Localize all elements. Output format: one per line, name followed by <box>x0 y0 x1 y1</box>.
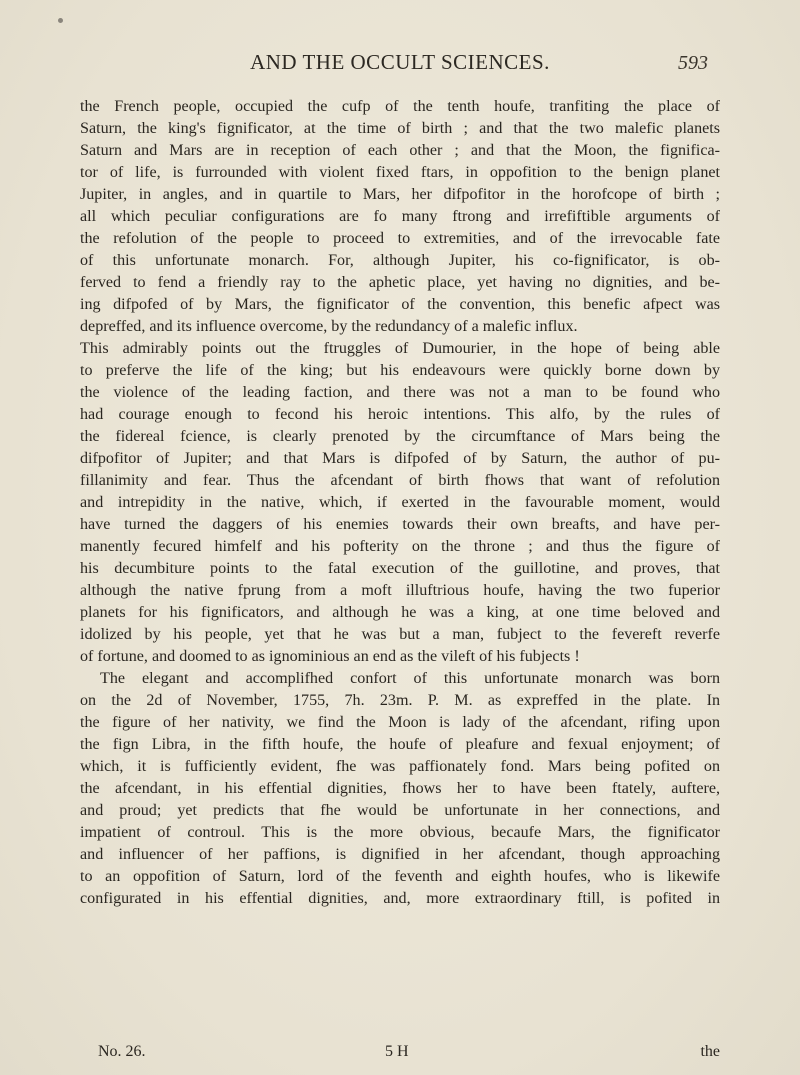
text-line: The elegant and accomplifhed confort of this unfortunate monarch was born <box>100 670 720 687</box>
text-line: the fidereal fcience, is clearly prenoted by the circumftance of Mars being the <box>80 428 720 445</box>
text-line: the figure of her nativity, we find the Moon is lady of the afcendant, rifing upon <box>80 714 720 731</box>
text-line: ferved to fend a friendly ray to the aphetic place, yet having no dignities, and be- <box>80 274 720 291</box>
text-line: and intrepidity in the native, which, if exerted in the favourable moment, would <box>80 494 720 511</box>
page-footer <box>80 1043 720 1065</box>
text-line: the afcendant, in his effential dignities, fhows her to have been ftately, auftere, <box>80 780 720 797</box>
running-head <box>0 50 800 80</box>
text-line: manently fecured himfelf and his pofterity on the throne ; and thus the figure of <box>80 538 720 555</box>
text-line: to an oppofition of Saturn, lord of the feventh and eighth houfes, who is likewife <box>80 868 720 885</box>
text-line: have turned the daggers of his enemies towards their own breafts, and have per- <box>80 516 720 533</box>
text-line: and proud; yet predicts that fhe would be unfortunate in her connections, and <box>80 802 720 819</box>
text-line: although the native fprung from a moft illuftrious houfe, having the two fuperior <box>80 582 720 599</box>
text-line: This admirably points out the ftruggles of Dumourier, in the hope of being able <box>80 340 720 357</box>
text-line: configurated in his effential dignities, and, more extraordinary ftill, is pofited in <box>80 890 720 907</box>
text-line: all which peculiar configurations are fo many ftrong and irrefiftible arguments of <box>80 208 720 225</box>
issue-number: No. 26. <box>98 1043 146 1060</box>
running-title: AND THE OCCULT SCIENCES. <box>250 50 550 74</box>
text-line: Saturn, the king's fignificator, at the time of birth ; and that the two malefic planets <box>80 120 720 137</box>
text-line: fillanimity and fear. Thus the afcendant of birth fhows that want of refolution <box>80 472 720 489</box>
text-line: impatient of controul. This is the more obvious, becaufe Mars, the fignificator <box>80 824 720 841</box>
text-line: on the 2d of November, 1755, 7h. 23m. P. M. as expreffed in the plate. In <box>80 692 720 709</box>
body-text <box>80 96 720 910</box>
text-line: the violence of the leading faction, and there was not a man to be found who <box>80 384 720 401</box>
text-line: of fortune, and doomed to as ignominious an end as the vileft of his fubjects ! <box>80 648 580 665</box>
text-line: Jupiter, in angles, and in quartile to Mars, her difpofitor in the horofcope of birth ; <box>80 186 720 203</box>
signature-mark: 5 H <box>385 1043 409 1060</box>
text-line: of this unfortunate monarch. For, although Jupiter, his co-fignificator, is ob- <box>80 252 720 269</box>
text-line: which, it is fufficiently evident, fhe was paffionately fond. Mars being pofited on <box>80 758 720 775</box>
text-line: Saturn and Mars are in reception of each other ; and that the Moon, the fignifica- <box>80 142 720 159</box>
text-line: had courage enough to fecond his heroic intentions. This alfo, by the rules of <box>80 406 720 423</box>
text-line: to preferve the life of the king; but his endeavours were quickly borne down by <box>80 362 720 379</box>
text-line: ing difpofed of by Mars, the fignificator of the convention, this benefic afpect was <box>80 296 720 313</box>
text-line: tor of life, is furrounded with violent fixed ftars, in oppofition to the benign planet <box>80 164 720 181</box>
text-line: planets for his fignificators, and although he was a king, at one time beloved and <box>80 604 720 621</box>
text-line: depreffed, and its influence overcome, by the redundancy of a malefic influx. <box>80 318 578 335</box>
catchword: the <box>700 1043 720 1060</box>
page-number: 593 <box>678 52 708 74</box>
text-line: the French people, occupied the cufp of the tenth houfe, tranfiting the place of <box>80 98 720 115</box>
text-line: idolized by his people, yet that he was but a man, fubject to the fevereft reverfe <box>80 626 720 643</box>
text-line: the fign Libra, in the fifth houfe, the houfe of pleafure and fexual enjoyment; of <box>80 736 720 753</box>
ink-speck <box>58 18 63 23</box>
text-line: difpofitor of Jupiter; and that Mars is difpofed of by Saturn, the author of pu- <box>80 450 720 467</box>
text-line: the refolution of the people to proceed to extremities, and of the irrevocable fate <box>80 230 720 247</box>
text-line: his decumbiture points to the fatal execution of the guillotine, and proves, that <box>80 560 720 577</box>
text-line: and influencer of her paffions, is dignified in her afcendant, though approaching <box>80 846 720 863</box>
